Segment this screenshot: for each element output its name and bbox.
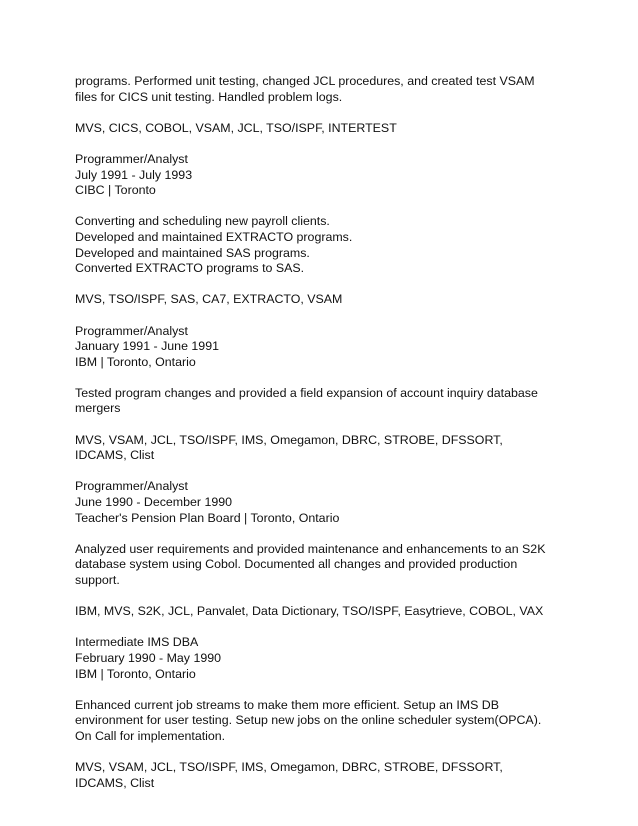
text-line: MVS, VSAM, JCL, TSO/ISPF, IMS, Omegamon, DBRC, STROBE, DFSSORT, bbox=[75, 432, 503, 447]
text-line: mergers bbox=[75, 401, 121, 416]
text-line: Programmer/Analyst bbox=[75, 479, 188, 494]
text-line: MVS, CICS, COBOL, VSAM, JCL, TSO/ISPF, INTERTEST bbox=[75, 120, 397, 135]
ibm-1990-description-paragraph bbox=[75, 698, 575, 745]
text-line: Developed and maintained EXTRACTO programs. bbox=[75, 229, 353, 244]
text-line: Analyzed user requirements and provided maintenance and enhancements to an S2K bbox=[75, 541, 546, 556]
text-line: database system using Cobol. Documented all changes and provided production bbox=[75, 557, 518, 572]
text-line: MVS, TSO/ISPF, SAS, CA7, EXTRACTO, VSAM bbox=[75, 292, 343, 307]
text-line: support. bbox=[75, 573, 120, 587]
text-line: July 1991 - July 1993 bbox=[75, 167, 193, 182]
text-line: programs. Performed unit testing, changed JCL procedures, and created test VSAM bbox=[75, 74, 535, 88]
text-line: Converting and scheduling new payroll clients. bbox=[75, 214, 330, 229]
text-line: On Call for implementation. bbox=[75, 728, 226, 743]
text-line: IBM | Toronto, Ontario bbox=[75, 666, 196, 681]
intro-description-paragraph bbox=[75, 74, 575, 105]
cibc-skills-paragraph bbox=[75, 292, 575, 308]
text-line: Converted EXTRACTO programs to SAS. bbox=[75, 261, 305, 276]
text-line: files for CICS unit testing. Handled problem logs. bbox=[75, 89, 343, 104]
text-line: CIBC | Toronto bbox=[75, 183, 156, 198]
cibc-description-paragraph bbox=[75, 214, 575, 276]
ibm-1991-header-paragraph bbox=[75, 324, 575, 371]
ibm-1991-skills-paragraph bbox=[75, 433, 575, 464]
ibm-1990-skills-paragraph bbox=[75, 760, 575, 791]
text-line: Programmer/Analyst bbox=[75, 151, 188, 166]
text-line: January 1991 - June 1991 bbox=[75, 339, 219, 354]
intro-skills-paragraph bbox=[75, 121, 575, 137]
text-line: Developed and maintained SAS programs. bbox=[75, 245, 310, 260]
cibc-header-paragraph bbox=[75, 152, 575, 199]
text-line: February 1990 - May 1990 bbox=[75, 650, 222, 665]
text-line: IDCAMS, Clist bbox=[75, 448, 155, 463]
tppb-description-paragraph bbox=[75, 542, 575, 589]
text-line: environment for user testing. Setup new jobs on the online scheduler system(OPCA). bbox=[75, 713, 542, 728]
text-line: Enhanced current job streams to make them more efficient. Setup an IMS DB bbox=[75, 697, 500, 712]
text-line: Programmer/Analyst bbox=[75, 323, 188, 338]
text-line: Tested program changes and provided a field expansion of account inquiry database bbox=[75, 385, 538, 400]
text-line: IBM | Toronto, Ontario bbox=[75, 354, 196, 369]
resume-content bbox=[75, 74, 575, 807]
tppb-header-paragraph bbox=[75, 479, 575, 526]
text-line: IDCAMS, Clist bbox=[75, 775, 155, 790]
text-line: IBM, MVS, S2K, JCL, Panvalet, Data Dictionary, TSO/ISPF, Easytrieve, COBOL, VAX bbox=[75, 604, 544, 619]
text-line: Intermediate IMS DBA bbox=[75, 635, 199, 650]
text-line: Teacher's Pension Plan Board | Toronto, Ontario bbox=[75, 510, 340, 525]
ibm-1991-description-paragraph bbox=[75, 386, 575, 417]
tppb-skills-paragraph bbox=[75, 604, 575, 620]
text-line: June 1990 - December 1990 bbox=[75, 495, 233, 510]
ibm-1990-header-paragraph bbox=[75, 635, 575, 682]
text-line: MVS, VSAM, JCL, TSO/ISPF, IMS, Omegamon, DBRC, STROBE, DFSSORT, bbox=[75, 760, 503, 775]
